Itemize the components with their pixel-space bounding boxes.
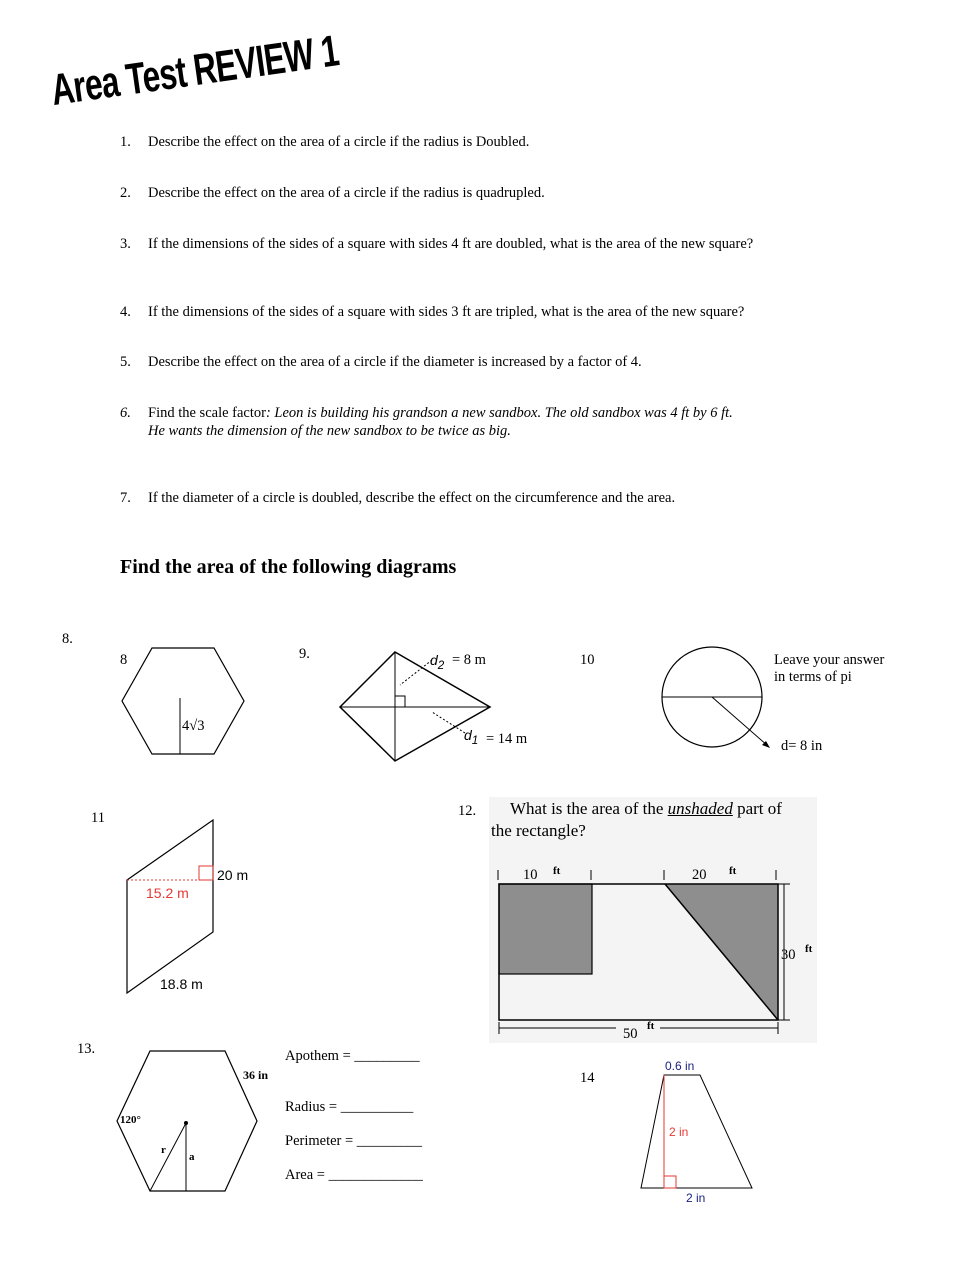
circle-note-2: in terms of pi [774,669,852,685]
unit-label: ft [729,865,737,877]
worksheet-title: Area Test REVIEW 1 [48,26,342,116]
parallelogram-base-label: 18.8 m [160,976,203,992]
parallelogram-width-label: 15.2 m [146,885,189,901]
trapezoid-diagram [0,0,1,1]
radius-label: r [161,1144,166,1156]
apothem-answer-line: Apothem = _________ [285,1048,420,1064]
q-text: If the diameter of a circle is doubled, describe the effect on the circumference and the area. [148,490,676,506]
rect-height-30-label: 30 [781,947,796,963]
hexagon-angle-label: 120° [120,1114,141,1126]
q-text-italic-2: He wants the dimension of the new sandbox to be twice as big. [148,423,511,439]
problem-9-number: 9. [299,646,310,662]
problem-10-number: 10 [580,652,595,668]
q-num: 5. [120,354,131,370]
rectangle-question-line-1: What is the area of the unshaded part of [510,799,782,818]
hexagon-apothem-label: 4√3 [182,718,205,734]
q-num: 1. [120,134,131,150]
question-5 [120,354,960,390]
kite-d2-value: = 8 m [452,652,486,668]
q-text-italic: : Leon is building his grandson a new sandbox. The old sandbox was 4 ft by 6 ft. [265,405,733,421]
trapezoid-height-label: 2 in [669,1125,689,1139]
problem-8-number: 8. [62,631,73,647]
radius-answer-line: Radius = __________ [285,1099,414,1115]
question-4 [120,304,960,340]
kite-d1-value: = 14 m [486,731,528,747]
trapezoid-top-label: 0.6 in [665,1059,695,1073]
q-num: 3. [120,236,131,252]
question-3 [120,236,960,272]
q-text: If the dimensions of the sides of a square with sides 4 ft are doubled, what is the area of the new square? [148,236,754,252]
problem-12-number: 12. [458,803,477,819]
q-text: Find the scale factor [148,405,266,421]
rect-width-20-label: 20 [692,867,707,883]
apothem-label: a [189,1151,195,1163]
question-1 [120,134,960,170]
question-7 [120,490,960,526]
circle-diameter-label: d= 8 in [781,738,823,754]
q-text: If the dimensions of the sides of a square with sides 3 ft are tripled, what is the area of the new square? [148,304,745,320]
q-text: Describe the effect on the area of a circle if the radius is Doubled. [148,134,530,150]
q-text: Describe the effect on the area of a circle if the radius is quadrupled. [148,185,545,201]
q-num: 6. [120,405,131,421]
q-num: 2. [120,185,131,201]
hexagon-side-label: 8 [120,652,128,668]
parallelogram-height-label: 20 m [217,867,249,883]
unit-label: ft [553,865,561,877]
problem-11-number: 11 [91,810,105,826]
rectangle-question-line-2: the rectangle? [491,821,586,840]
unit-label: ft [647,1020,655,1032]
area-answer-line: Area = _____________ [285,1167,423,1183]
rect-width-10-label: 10 [523,867,538,883]
q-num: 7. [120,490,131,506]
trapezoid-base-label: 2 in [686,1191,706,1205]
q-num: 4. [120,304,131,320]
perimeter-answer-line: Perimeter = _________ [285,1133,423,1149]
problem-14-number: 14 [580,1070,595,1086]
q-text: Describe the effect on the area of a circle if the diameter is increased by a factor of 4. [148,354,642,370]
hexagon-side-36-label: 36 in [243,1068,269,1082]
question-2 [120,185,960,221]
kite-d1-label: $d_1$ [464,727,479,747]
kite-d2-label: $d_2$ [430,652,445,672]
rect-width-50-label: 50 [623,1026,638,1042]
question-6 [120,405,960,441]
section-heading: Find the area of the following diagrams [120,556,457,578]
problem-13-number: 13. [77,1041,96,1057]
unit-label: ft [805,943,813,955]
circle-note-1: Leave your answer [774,652,885,668]
